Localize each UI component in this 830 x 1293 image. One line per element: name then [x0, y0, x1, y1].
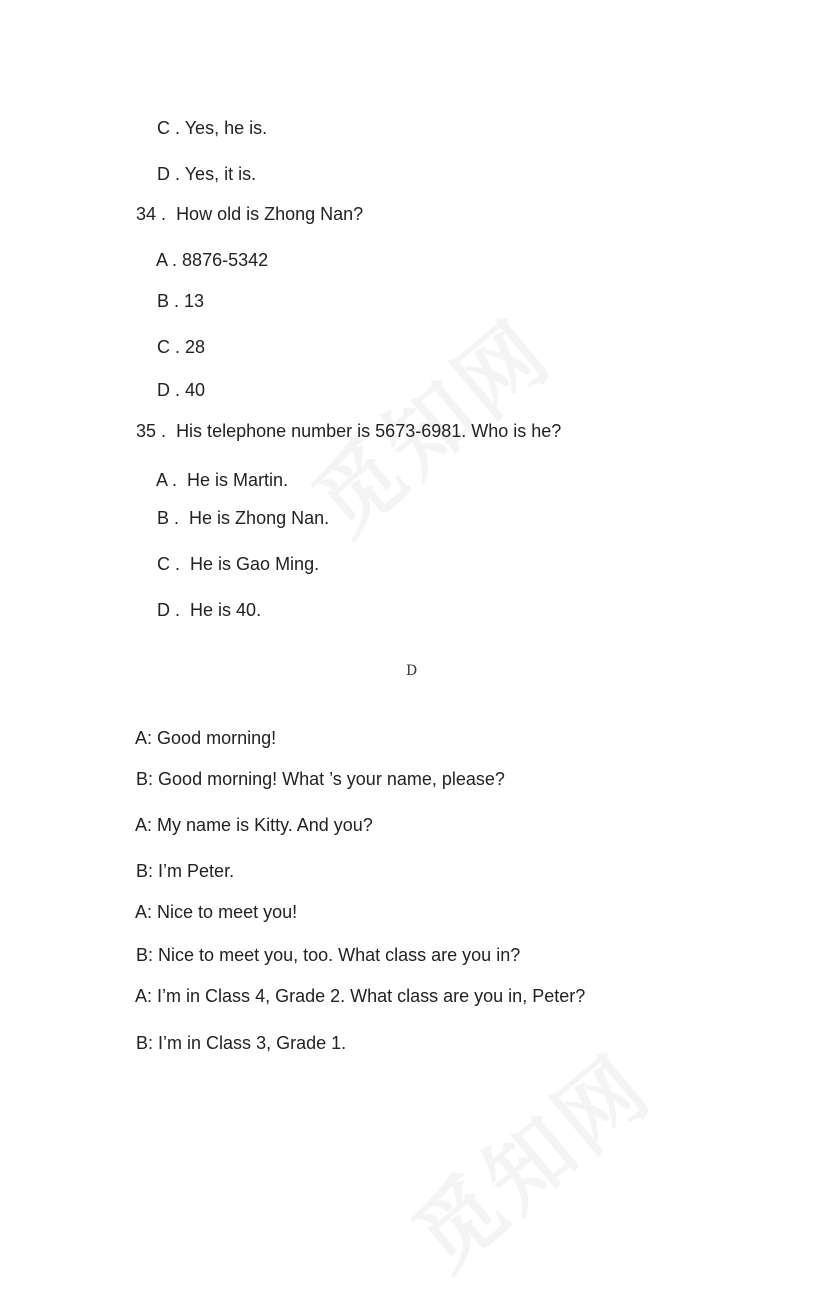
question-34: 34 . How old is Zhong Nan? — [136, 204, 364, 224]
question-text: His telephone number is 5673-6981. Who is he? — [176, 421, 562, 441]
option-text: Yes, it is. — [184, 164, 257, 184]
dialogue-line: B: Good morning! What ’s your name, please? — [136, 769, 505, 789]
option-c: C . Yes, he is. — [157, 118, 268, 138]
utterance: Good morning! — [157, 728, 277, 748]
option-letter: C — [157, 337, 171, 357]
option-text: 13 — [184, 291, 205, 311]
utterance: I’m Peter. — [158, 861, 235, 881]
section-heading: D — [406, 663, 418, 679]
option-text: He is Zhong Nan. — [189, 508, 330, 528]
option-d: D . 40 — [157, 380, 206, 400]
utterance: I’m in Class 4, Grade 2. What class are you in, Peter? — [157, 986, 586, 1006]
option-letter: D — [157, 380, 171, 400]
option-text: He is Martin. — [187, 470, 289, 490]
dialogue-line: A: Good morning! — [135, 728, 277, 748]
dialogue-line: A: I’m in Class 4, Grade 2. What class are you in, Peter? — [135, 986, 586, 1006]
option-b: B . He is Zhong Nan. — [157, 508, 330, 528]
option-letter: B — [157, 291, 170, 311]
option-letter: A — [156, 250, 168, 270]
option-d: D . He is 40. — [157, 600, 262, 620]
option-letter: C — [157, 118, 171, 138]
dialogue-line: B: I’m in Class 3, Grade 1. — [136, 1033, 347, 1053]
dialogue-line: B: Nice to meet you, too. What class are you in? — [136, 945, 521, 965]
option-c: C . He is Gao Ming. — [157, 554, 320, 574]
option-text: 28 — [185, 337, 206, 357]
option-letter: A — [156, 470, 168, 490]
dialogue-line: A: My name is Kitty. And you? — [135, 815, 373, 835]
speaker: B — [136, 945, 149, 965]
option-letter: D — [157, 164, 171, 184]
option-letter: D — [157, 600, 171, 620]
watermark-logo — [382, 1021, 673, 1293]
option-c: C . 28 — [157, 337, 206, 357]
option-text: He is Gao Ming. — [190, 554, 320, 574]
speaker: A — [135, 986, 148, 1006]
dialogue-line: B: I’m Peter. — [136, 861, 235, 881]
question-number: 34 — [136, 204, 157, 224]
utterance: Good morning! What ’s your name, please? — [158, 769, 505, 789]
option-b: B . 13 — [157, 291, 205, 311]
option-letter: B — [157, 508, 170, 528]
utterance: My name is Kitty. And you? — [157, 815, 373, 835]
option-text: He is 40. — [190, 600, 262, 620]
option-a: A . 8876-5342 — [156, 250, 269, 270]
speaker: A — [135, 728, 148, 748]
option-a: A . He is Martin. — [156, 470, 289, 490]
utterance: Nice to meet you! — [157, 902, 298, 922]
question-text: How old is Zhong Nan? — [176, 204, 364, 224]
option-d: D . Yes, it is. — [157, 164, 257, 184]
speaker: B — [136, 769, 149, 789]
utterance: I’m in Class 3, Grade 1. — [158, 1033, 347, 1053]
option-text: 8876-5342 — [182, 250, 269, 270]
speaker: A — [135, 902, 148, 922]
option-letter: C — [157, 554, 171, 574]
dialogue-line: A: Nice to meet you! — [135, 902, 298, 922]
speaker: B — [136, 861, 149, 881]
speaker: B — [136, 1033, 149, 1053]
utterance: Nice to meet you, too. What class are you in? — [158, 945, 521, 965]
option-text: Yes, he is. — [184, 118, 268, 138]
option-text: 40 — [185, 380, 206, 400]
speaker: A — [135, 815, 148, 835]
question-35: 35 . His telephone number is 5673-6981. Who is he? — [136, 421, 562, 441]
question-number: 35 — [136, 421, 157, 441]
